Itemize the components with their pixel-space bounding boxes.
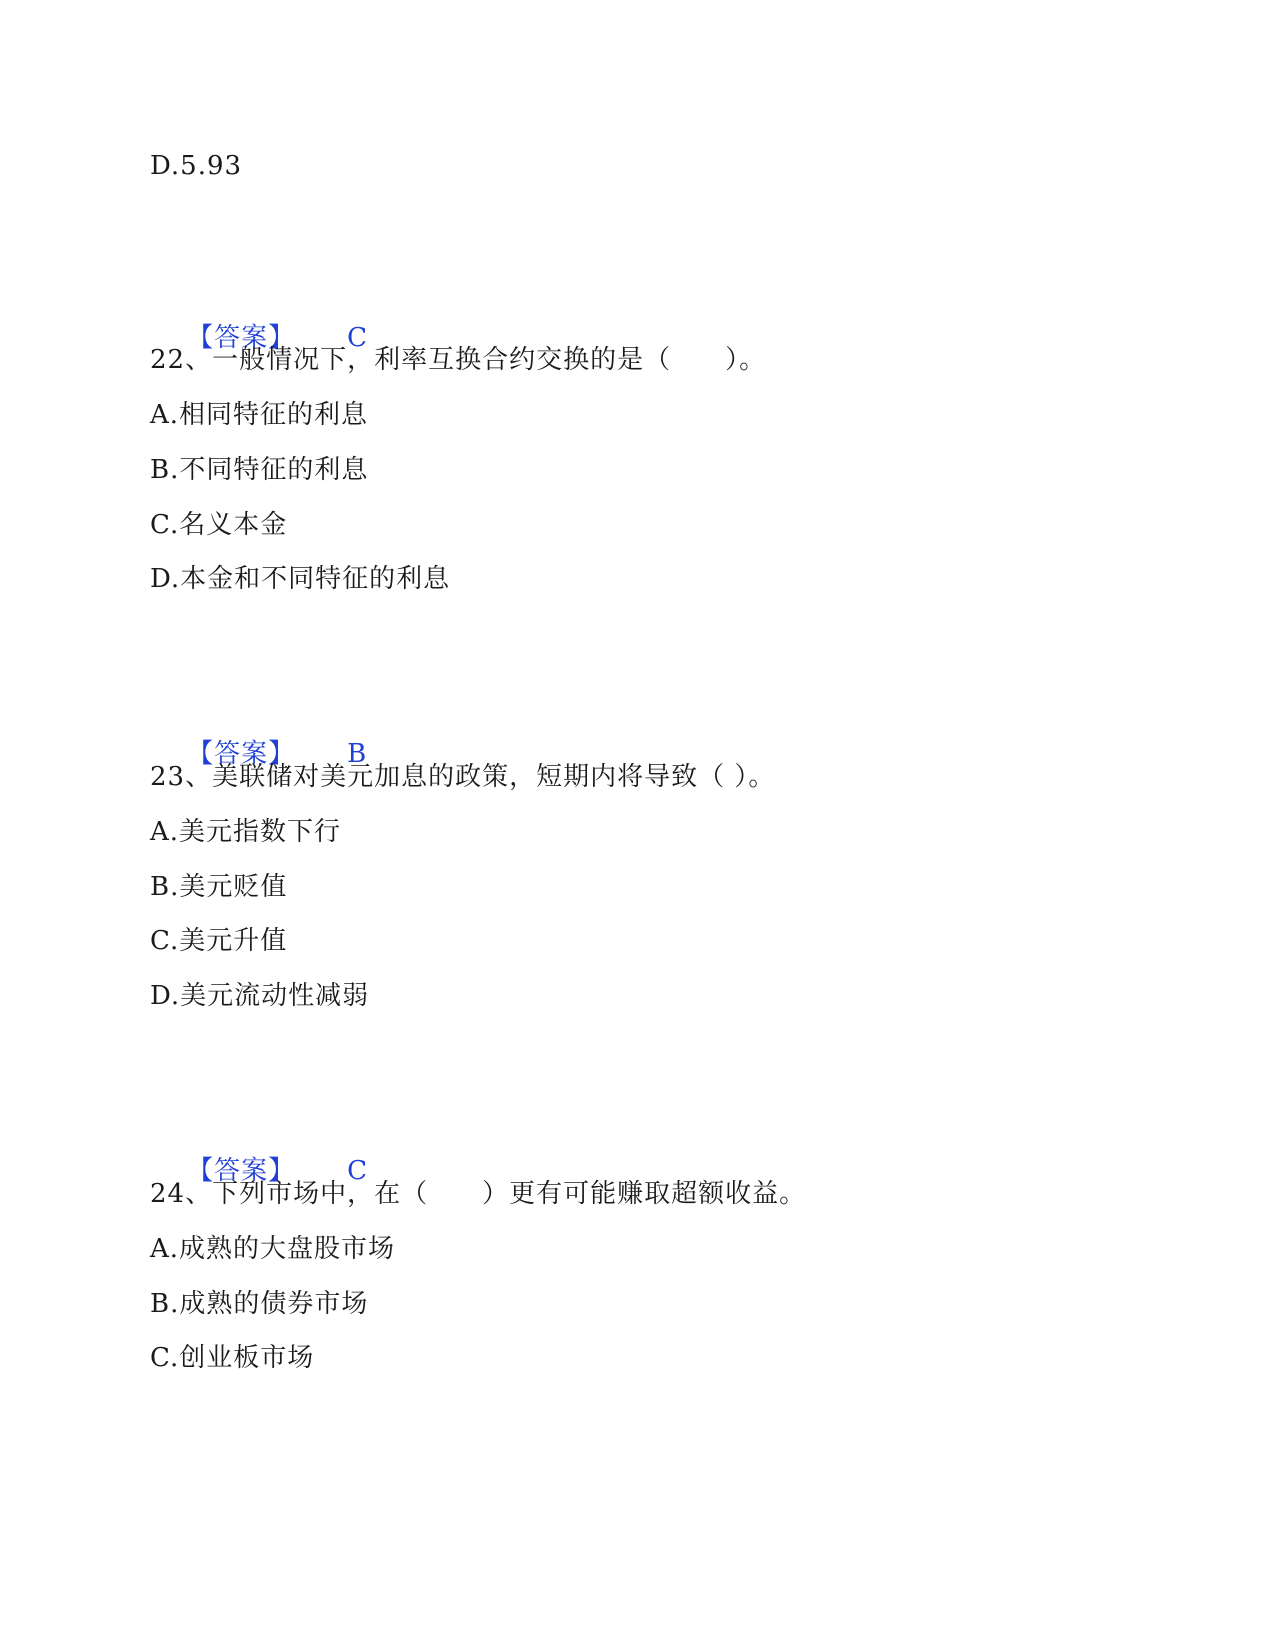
question-stem-24: 24、下列市场中，在（ ）更有可能赚取超额收益。 [150,1179,807,1209]
answer-value: C [347,1156,368,1186]
option-b-24: B.成熟的债券市场 [150,1289,369,1319]
option-c-22: C.名义本金 [150,510,288,540]
option-b-23: B.美元贬值 [150,872,288,902]
option-a-22: A.相同特征的利息 [150,400,369,430]
option-a-23: A.美元指数下行 [150,817,342,847]
option-a-24: A.成熟的大盘股市场 [150,1234,396,1264]
answer-label: 【答案】 [187,323,296,353]
option-d-prev: D.5.93 [150,151,243,181]
question-stem-22: 22、一般情况下，利率互换合约交换的是（ ）。 [150,345,767,375]
answer-value: B [347,739,368,769]
option-d-22: D.本金和不同特征的利息 [150,564,451,594]
answer-label: 【答案】 [187,1156,296,1186]
option-c-23: C.美元升值 [150,926,288,956]
answer-value: C [347,323,368,353]
option-d-23: D.美元流动性减弱 [150,981,370,1011]
option-b-22: B.不同特征的利息 [150,455,369,485]
question-stem-23: 23、美联储对美元加息的政策，短期内将导致（ ）。 [150,762,776,792]
option-c-24: C.创业板市场 [150,1343,315,1373]
answer-label: 【答案】 [187,739,296,769]
